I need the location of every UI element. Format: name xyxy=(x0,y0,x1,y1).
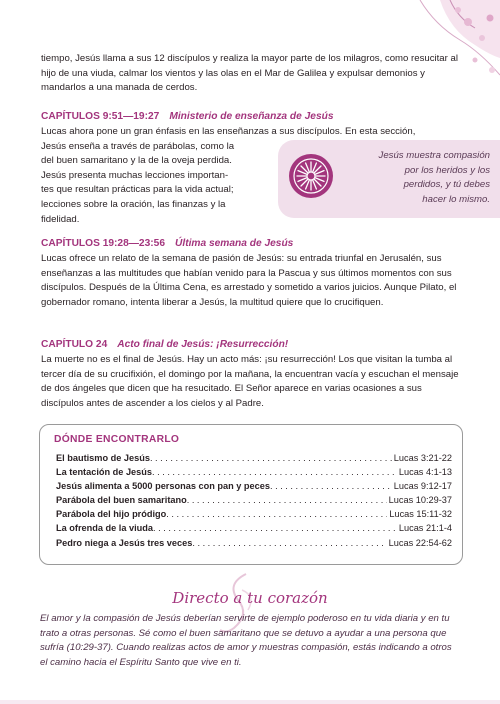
reference-citation: Lucas 9:12-17 xyxy=(393,481,452,492)
callout-text xyxy=(338,149,490,207)
section1-line: tes que resultan prácticas para la vida actual; xyxy=(41,184,234,196)
section3-heading xyxy=(41,339,471,350)
reference-citation: Lucas 21:1-4 xyxy=(398,523,452,534)
starburst-icon xyxy=(288,153,334,199)
section3-ref: CAPÍTULO 24 xyxy=(41,339,108,350)
reference-row xyxy=(56,521,452,535)
section2-ref: CAPÍTULOS 19:28—23:56 xyxy=(41,238,165,249)
reference-label: La ofrenda de la viuda xyxy=(56,523,154,534)
section1-line: Lucas ahora pone un gran énfasis en las enseñanzas a sus discípulos. En esta sección, xyxy=(41,126,416,137)
heart-section-text: El amor y la compasión de Jesús deberían servirte de ejemplo poderoso en tu vida diaria y en tu trato a otras personas. Sé como el buen samaritano que se detuvo a ayudar a una persona que sufría (10:29-37). Cuando realizas actos de amor y muestras compasión, estás indicando a otros el camino hacia el Espíritu Santo que vive en ti. xyxy=(40,613,452,668)
reference-list xyxy=(56,451,452,550)
reference-label: Parábola del buen samaritano xyxy=(56,495,187,506)
reference-citation: Lucas 10:29-37 xyxy=(388,495,452,506)
reference-label: Parábola del hijo pródigo xyxy=(56,509,167,520)
section1-line: Jesús presenta muchas lecciones importan- xyxy=(41,169,229,181)
reference-label: El bautismo de Jesús xyxy=(56,453,150,463)
reference-row xyxy=(56,479,452,493)
heart-section-title: Directo a tu corazón xyxy=(172,589,328,607)
section1-title: Ministerio de enseñanza de Jesús xyxy=(169,111,334,122)
reference-citation: Lucas 22:54-62 xyxy=(388,537,452,548)
reference-row xyxy=(56,493,452,507)
section1-line: Jesús enseña a través de parábolas, como la xyxy=(41,140,235,152)
callout-line: hacer lo mismo. xyxy=(422,193,490,205)
reference-row xyxy=(56,536,452,550)
where-to-find-title: DÓNDE ENCONTRARLO xyxy=(54,434,180,445)
reference-label: Jesús alimenta a 5000 personas con pan y peces xyxy=(56,481,270,492)
reference-row xyxy=(56,465,452,479)
reference-citation: Lucas 3:21-22 xyxy=(393,453,452,463)
callout-line: Jesús muestra compasión xyxy=(378,150,490,161)
callout-line: por los heridos y los xyxy=(404,164,490,176)
reference-label: Pedro niega a Jesús tres veces xyxy=(56,537,193,548)
section2-heading xyxy=(41,238,471,249)
intro-paragraph: tiempo, Jesús llama a sus 12 discípulos y realiza la mayor parte de los milagros, como resucitar al hijo de una viuda, calmar los vientos y las olas en el Mar de Galilea y expulsar demonios y mandarlos a una manada de cerdos. xyxy=(41,53,458,94)
reference-citation: Lucas 4:1-13 xyxy=(398,467,452,478)
bottom-border-decoration xyxy=(0,684,500,704)
section1-line: del buen samaritano y la de la oveja perdida. xyxy=(41,155,232,167)
reference-citation: Lucas 15:11-32 xyxy=(389,509,452,520)
where-to-find-box xyxy=(39,424,463,565)
section3-title: Acto final de Jesús: ¡Resurrección! xyxy=(117,339,289,350)
callout-line: perdidos, y tú debes xyxy=(403,179,490,191)
section2-title: Última semana de Jesús xyxy=(175,238,294,249)
reference-row xyxy=(56,507,452,521)
section1-line: fidelidad. xyxy=(41,213,80,225)
compassion-callout xyxy=(278,140,500,218)
section3-body: La muerte no es el final de Jesús. Hay un acto más: ¡su resurrección! Los que visitan la tumba al tercer día de su crucifixión, el domingo por la mañana, la encuentran vacía y escuchan el mensaje de dos ángeles que dicen que ha resucitado. El Señor aparece en varias ocasiones a sus discípulos antes de ascender a los cielos y al Padre. xyxy=(41,354,459,409)
section1-ref: CAPÍTULOS 9:51—19:27 xyxy=(41,111,160,122)
section2-body: Lucas ofrece un relato de la semana de pasión de Jesús: su entrada triunfal en Jerusalén, sus enseñanzas a las multitudes que habían venido para la Pascua y sus últimos momentos con sus discípulos. Después de la Última Cena, es arrestado y sometido a varios juicios. Aunque Pilato, el gobernador romano, intenta liberar a Jesús, la multitud quiere que lo crucifiquen. xyxy=(41,253,457,308)
section1-line: lecciones sobre la oración, las finanzas y la xyxy=(41,198,226,210)
reference-label: La tentación de Jesús xyxy=(56,467,152,478)
section1-heading xyxy=(41,111,471,122)
reference-row xyxy=(56,451,452,465)
